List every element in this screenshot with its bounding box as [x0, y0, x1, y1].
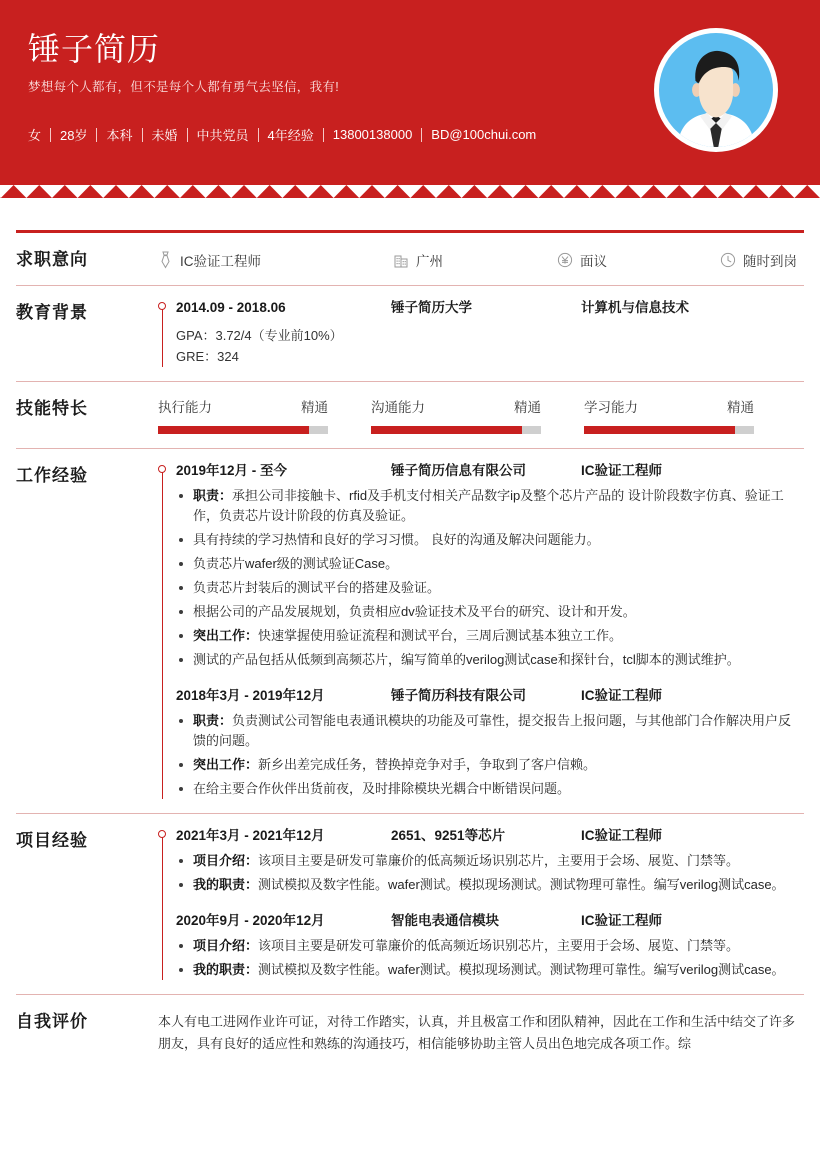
entry-date: 2014.09 - 2018.06: [176, 300, 286, 315]
entry-role: IC验证工程师: [581, 463, 662, 478]
meta-separator: [323, 128, 324, 142]
list-item: [176, 486, 804, 526]
tie-icon: [158, 251, 173, 269]
entry-organization: 智能电表通信模块: [391, 913, 499, 928]
meta-separator: [258, 128, 259, 142]
section-skills: [16, 382, 804, 448]
entry-bullet-list: [176, 486, 804, 670]
bullet-text: 负责测试公司智能电表通讯模块的功能及可靠性，提交报告上报问题，与其他部门合作解决用户反馈的问题。: [193, 713, 792, 748]
bullet-strong-label: 职责：: [193, 488, 233, 503]
section-label-skills: 技能特长: [16, 399, 88, 418]
job-intent-item: [720, 250, 797, 270]
list-item: [176, 530, 804, 550]
bullet-strong-label: 我的职责：: [193, 962, 259, 977]
section-label-work-experience: 工作经验: [16, 466, 88, 485]
section-label-education: 教育背景: [16, 303, 88, 322]
header-tagline: 梦想每个人都有，但不是每个人都有勇气去坚信，我有!: [28, 80, 339, 94]
skill-header: [584, 396, 754, 416]
meta-item: 本科: [106, 128, 133, 143]
skill-progress-fill: [584, 426, 735, 434]
entry-header: [176, 826, 804, 846]
section-label-project-experience: 项目经验: [16, 831, 88, 850]
entry-header: [176, 461, 804, 481]
timeline-entry: [176, 911, 804, 980]
meta-separator: [50, 128, 51, 142]
entry-organization: 锤子简历信息有限公司: [391, 463, 526, 478]
entry-role: IC验证工程师: [581, 828, 662, 843]
skill-progress-track: [371, 426, 541, 434]
bullet-text: 根据公司的产品发展规划，负责相应dv验证技术及平台的研究、设计和开发。: [193, 604, 636, 619]
list-item: [176, 875, 804, 895]
zigzag-divider-icon: [0, 185, 820, 198]
skill-progress-fill: [158, 426, 309, 434]
entry-detail-line: GPA：3.72/4（专业前10%）: [176, 328, 343, 343]
entry-role: IC验证工程师: [581, 913, 662, 928]
job-intent-label: 广州: [416, 254, 443, 269]
bullet-text: 负责芯片封装后的测试平台的搭建及验证。: [193, 580, 441, 595]
entry-organization: 锤子简历大学: [391, 300, 472, 315]
bullet-text: 测试模拟及数字性能。wafer测试。模拟现场测试。测试物理可靠性。编写verilog测试case。: [258, 962, 785, 977]
skill-item: [371, 396, 584, 434]
bullet-text: 负责芯片wafer级的测试验证Case。: [193, 556, 399, 571]
skill-level-label: 精通: [727, 400, 754, 415]
timeline-entry: [176, 826, 804, 895]
bullet-text: 新乡出差完成任务，替换掉竞争对手，争取到了客户信赖。: [258, 757, 597, 772]
section-label-job-intent: 求职意向: [16, 250, 88, 269]
job-intent-item: [394, 250, 557, 270]
job-intent-item: [158, 250, 394, 270]
section-job-intent: [16, 233, 804, 285]
entry-organization: 锤子简历科技有限公司: [391, 688, 526, 703]
bullet-text: 该项目主要是研发可靠廉价的低高频近场识别芯片，主要用于会场、展览、门禁等。: [258, 853, 740, 868]
meta-item: BD@100chui.com: [431, 127, 537, 142]
bullet-strong-label: 突出工作：: [193, 628, 259, 643]
skill-header: [371, 396, 541, 416]
meta-item: 4年经验: [267, 128, 314, 143]
list-item: [176, 578, 804, 598]
meta-item: 中共党员: [196, 128, 249, 143]
bullet-strong-label: 突出工作：: [193, 757, 259, 772]
bullet-text: 快速掌握使用验证流程和测试平台，三周后测试基本独立工作。: [258, 628, 623, 643]
timeline-dot-icon: [158, 465, 166, 473]
person-avatar-icon: [659, 33, 773, 147]
self-evaluation-text: 本人有电工进网作业许可证，对待工作踏实，认真，并且极富工作和团队精神，因此在工作和生活中结交了许多朋友，具有良好的适应性和熟练的沟通技巧，相信能够协助主管人员出色地完成各项工作。综: [158, 1014, 796, 1051]
skill-level-label: 精通: [514, 400, 541, 415]
meta-item: 未婚: [151, 128, 178, 143]
bullet-text: 测试模拟及数字性能。wafer测试。模拟现场测试。测试物理可靠性。编写verilog测试case。: [258, 877, 785, 892]
entry-detail-lines: [176, 325, 804, 367]
list-item: [176, 779, 804, 799]
meta-item: 28岁: [60, 128, 88, 143]
avatar: [654, 28, 778, 152]
section-work-experience: [16, 449, 804, 813]
entry-header: [176, 298, 804, 318]
timeline-entry: [176, 686, 804, 799]
entry-organization: 2651、9251等芯片: [391, 828, 506, 843]
job-intent-label: 面议: [580, 254, 607, 269]
avatar-photo: [659, 33, 773, 147]
section-education: [16, 286, 804, 381]
entry-date: 2018年3月 - 2019年12月: [176, 688, 325, 703]
job-intent-label: IC验证工程师: [180, 254, 261, 269]
entry-role: 计算机与信息技术: [581, 300, 689, 315]
list-item: [176, 650, 804, 670]
education-timeline: [158, 298, 804, 367]
page-title: 锤子简历: [28, 31, 161, 67]
skill-progress-fill: [371, 426, 522, 434]
bullet-text: 测试的产品包括从低频到高频芯片，编写简单的verilog测试case和探针台，tcl脚本的测试维护。: [193, 652, 740, 667]
entry-bullet-list: [176, 936, 804, 980]
timeline-dot-icon: [158, 302, 166, 310]
work-timeline: [158, 461, 804, 799]
project-timeline: [158, 826, 804, 980]
meta-item: 13800138000: [332, 127, 413, 142]
bullet-strong-label: 项目介绍：: [193, 853, 259, 868]
section-project-experience: [16, 814, 804, 994]
job-intent-label: 随时到岗: [743, 254, 797, 269]
building-icon: [394, 253, 409, 268]
skill-level-label: 精通: [301, 400, 328, 415]
skill-name: 执行能力: [158, 400, 212, 415]
job-intent-item: [557, 250, 720, 270]
skill-progress-track: [584, 426, 754, 434]
skill-list: [158, 394, 804, 434]
section-label-self-evaluation: 自我评价: [16, 1012, 88, 1031]
entry-header: [176, 911, 804, 931]
timeline-entry: [176, 298, 804, 367]
resume-header: [0, 0, 820, 198]
skill-header: [158, 396, 328, 416]
list-item: [176, 711, 804, 751]
entry-header: [176, 686, 804, 706]
entry-bullet-list: [176, 851, 804, 895]
list-item: [176, 554, 804, 574]
entry-detail-line: GRE：324: [176, 349, 239, 364]
meta-separator: [421, 128, 422, 142]
timeline-entry: [176, 461, 804, 670]
list-item: [176, 602, 804, 622]
entry-date: 2020年9月 - 2020年12月: [176, 913, 325, 928]
meta-separator: [142, 128, 143, 142]
entry-date: 2021年3月 - 2021年12月: [176, 828, 325, 843]
entry-date: 2019年12月 - 至今: [176, 463, 288, 478]
resume-body: [0, 230, 820, 1069]
bullet-strong-label: 项目介绍：: [193, 938, 259, 953]
skill-item: [158, 396, 371, 434]
list-item: [176, 960, 804, 980]
meta-separator: [187, 128, 188, 142]
bullet-strong-label: 职责：: [193, 713, 233, 728]
list-item: [176, 755, 804, 775]
section-self-evaluation: [16, 995, 804, 1069]
bullet-text: 该项目主要是研发可靠廉价的低高频近场识别芯片，主要用于会场、展览、门禁等。: [258, 938, 740, 953]
meta-separator: [96, 128, 97, 142]
skill-name: 学习能力: [584, 400, 638, 415]
job-intent-items: [158, 245, 804, 270]
list-item: [176, 936, 804, 956]
yen-circle-icon: [557, 252, 573, 268]
bullet-strong-label: 我的职责：: [193, 877, 259, 892]
entry-bullet-list: [176, 711, 804, 799]
list-item: [176, 626, 804, 646]
entry-role: IC验证工程师: [581, 688, 662, 703]
bullet-text: 具有持续的学习热情和良好的学习习惯。 良好的沟通及解决问题能力。: [193, 532, 600, 547]
clock-icon: [720, 252, 736, 268]
bullet-text: 在给主要合作伙伴出货前夜，及时排除模块光耦合中断错误问题。: [193, 781, 571, 796]
bullet-text: 承担公司非接触卡、rfid及手机支付相关产品数字ip及整个芯片产品的 设计阶段数字仿真、验证工作，负责芯片设计阶段的仿真及验证。: [193, 488, 784, 523]
timeline-dot-icon: [158, 830, 166, 838]
skill-item: [584, 396, 797, 434]
skill-name: 沟通能力: [371, 400, 425, 415]
skill-progress-track: [158, 426, 328, 434]
list-item: [176, 851, 804, 871]
meta-item: 女: [28, 128, 42, 143]
